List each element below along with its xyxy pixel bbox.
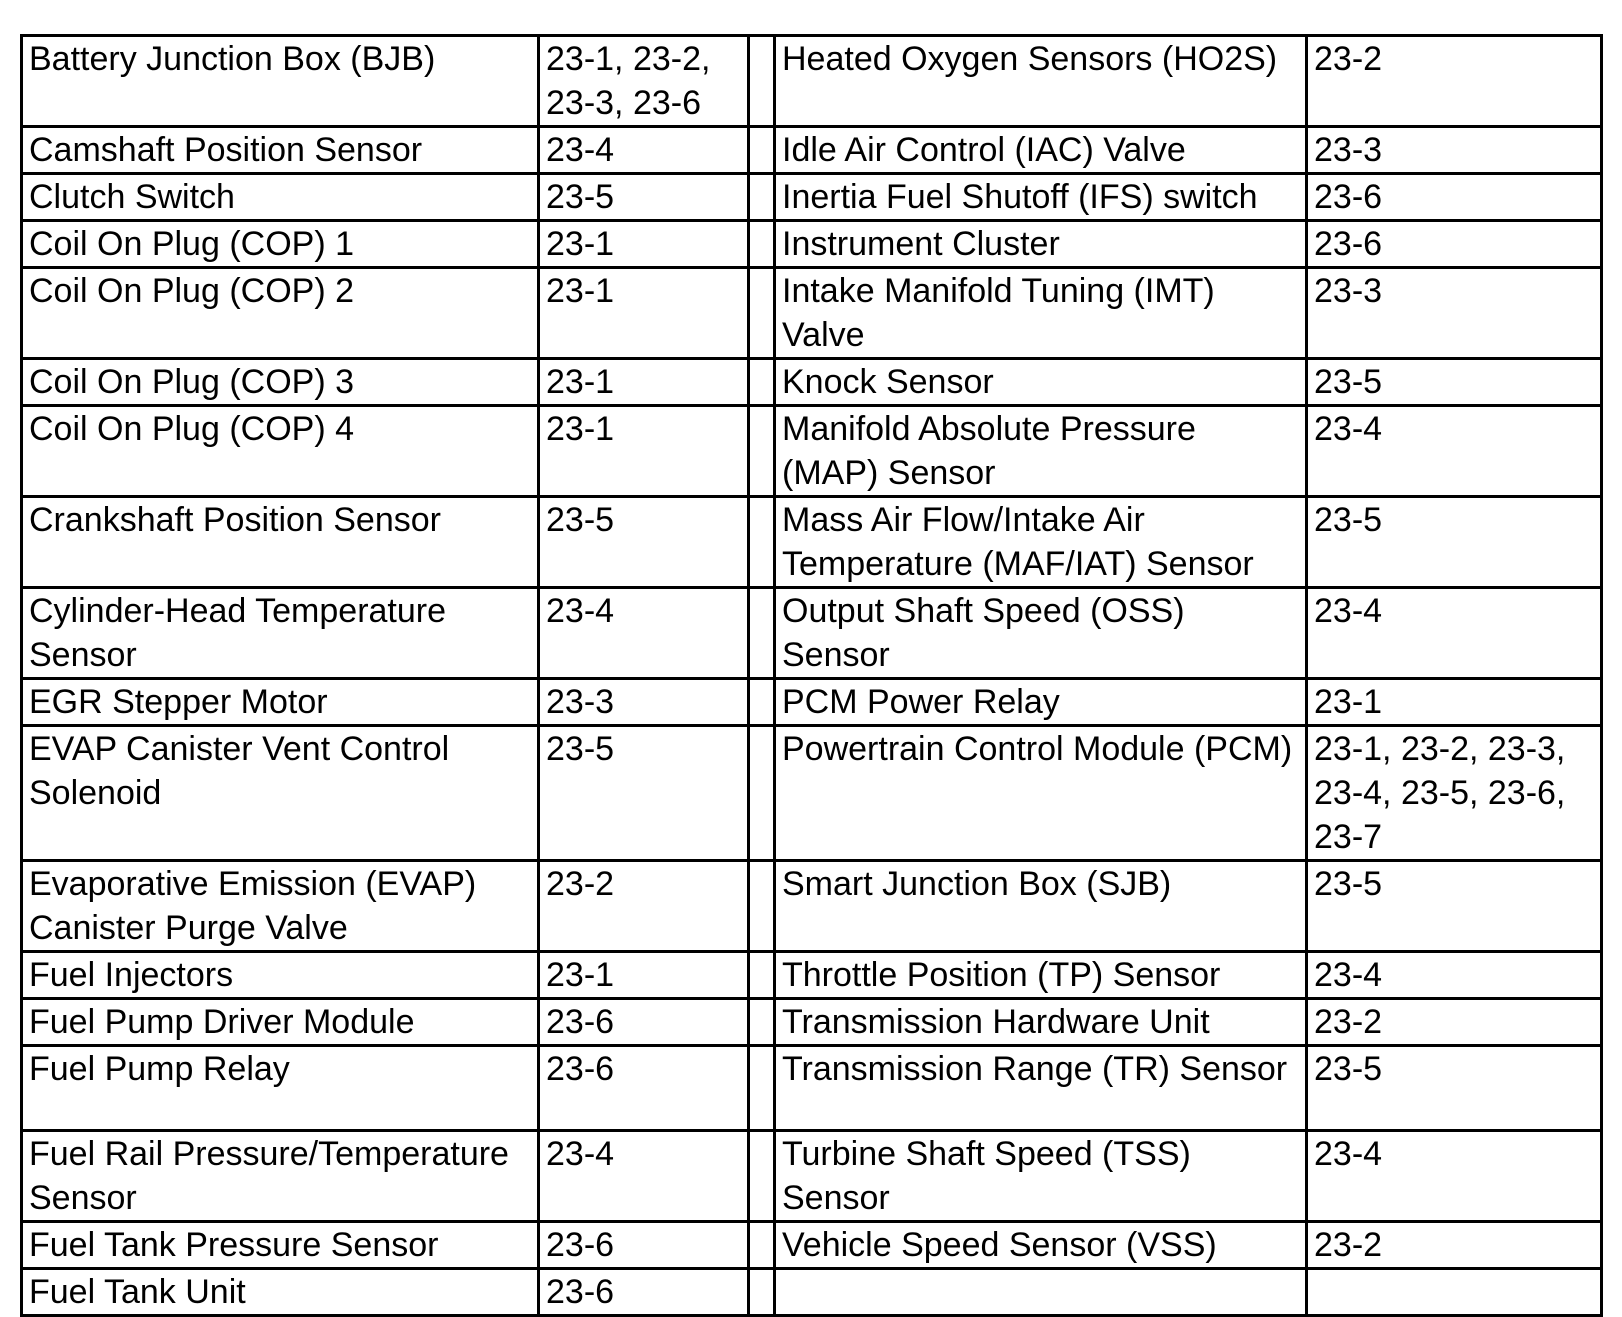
table-row bbox=[22, 36, 1602, 127]
left-figure-cell: 23-1 bbox=[539, 952, 749, 999]
column-gap-cell bbox=[749, 679, 775, 726]
left-figure-cell: 23-5 bbox=[539, 726, 749, 861]
right-component-cell: Knock Sensor bbox=[775, 359, 1307, 406]
table-row bbox=[22, 726, 1602, 861]
left-component-cell: EVAP Canister Vent Control Solenoid bbox=[22, 726, 539, 861]
table-row bbox=[22, 588, 1602, 679]
right-component-cell: Instrument Cluster bbox=[775, 221, 1307, 268]
right-component-cell: Smart Junction Box (SJB) bbox=[775, 861, 1307, 952]
right-component-cell: Output Shaft Speed (OSS) Sensor bbox=[775, 588, 1307, 679]
left-component-cell: Cylinder-Head Temperature Sensor bbox=[22, 588, 539, 679]
left-figure-cell: 23-3 bbox=[539, 679, 749, 726]
column-gap-cell bbox=[749, 36, 775, 127]
left-figure-cell: 23-5 bbox=[539, 174, 749, 221]
table-row bbox=[22, 999, 1602, 1046]
table-row bbox=[22, 679, 1602, 726]
right-component-cell: Inertia Fuel Shutoff (IFS) switch bbox=[775, 174, 1307, 221]
left-figure-cell: 23-4 bbox=[539, 127, 749, 174]
right-component-cell: PCM Power Relay bbox=[775, 679, 1307, 726]
right-figure-cell: 23-6 bbox=[1307, 221, 1602, 268]
right-figure-cell: 23-3 bbox=[1307, 268, 1602, 359]
table-row bbox=[22, 1046, 1602, 1131]
left-figure-cell: 23-1 bbox=[539, 221, 749, 268]
column-gap-cell bbox=[749, 1269, 775, 1316]
right-figure-cell: 23-5 bbox=[1307, 497, 1602, 588]
left-figure-cell: 23-1 bbox=[539, 406, 749, 497]
right-figure-cell: 23-5 bbox=[1307, 1046, 1602, 1131]
right-component-cell: Idle Air Control (IAC) Valve bbox=[775, 127, 1307, 174]
left-figure-cell: 23-5 bbox=[539, 497, 749, 588]
left-figure-cell: 23-4 bbox=[539, 1131, 749, 1222]
right-figure-cell: 23-2 bbox=[1307, 1222, 1602, 1269]
column-gap-cell bbox=[749, 268, 775, 359]
table-row bbox=[22, 497, 1602, 588]
right-figure-cell: 23-2 bbox=[1307, 999, 1602, 1046]
right-figure-cell: 23-5 bbox=[1307, 359, 1602, 406]
right-figure-cell: 23-2 bbox=[1307, 36, 1602, 127]
left-component-cell: Fuel Tank Pressure Sensor bbox=[22, 1222, 539, 1269]
right-figure-cell: 23-4 bbox=[1307, 952, 1602, 999]
column-gap-cell bbox=[749, 726, 775, 861]
left-component-cell: Fuel Rail Pressure/Temperature Sensor bbox=[22, 1131, 539, 1222]
column-gap-cell bbox=[749, 999, 775, 1046]
left-component-cell: Fuel Pump Relay bbox=[22, 1046, 539, 1131]
right-component-cell: Turbine Shaft Speed (TSS) Sensor bbox=[775, 1131, 1307, 1222]
left-figure-cell: 23-6 bbox=[539, 1046, 749, 1131]
right-component-cell: Transmission Hardware Unit bbox=[775, 999, 1307, 1046]
left-figure-cell: 23-1 bbox=[539, 359, 749, 406]
right-figure-cell: 23-3 bbox=[1307, 127, 1602, 174]
left-component-cell: Crankshaft Position Sensor bbox=[22, 497, 539, 588]
table-row bbox=[22, 359, 1602, 406]
left-component-cell: Fuel Injectors bbox=[22, 952, 539, 999]
column-gap-cell bbox=[749, 952, 775, 999]
column-gap-cell bbox=[749, 127, 775, 174]
right-component-cell: Transmission Range (TR) Sensor bbox=[775, 1046, 1307, 1131]
right-component-cell bbox=[775, 1269, 1307, 1316]
table-body bbox=[22, 36, 1602, 1316]
right-figure-cell: 23-1 bbox=[1307, 679, 1602, 726]
right-figure-cell: 23-6 bbox=[1307, 174, 1602, 221]
right-figure-cell: 23-4 bbox=[1307, 588, 1602, 679]
left-component-cell: Fuel Tank Unit bbox=[22, 1269, 539, 1316]
component-location-index-table bbox=[20, 34, 1603, 1317]
left-component-cell: Clutch Switch bbox=[22, 174, 539, 221]
column-gap-cell bbox=[749, 1222, 775, 1269]
left-component-cell: Coil On Plug (COP) 4 bbox=[22, 406, 539, 497]
column-gap-cell bbox=[749, 1131, 775, 1222]
right-figure-cell: 23-4 bbox=[1307, 406, 1602, 497]
left-component-cell: Coil On Plug (COP) 3 bbox=[22, 359, 539, 406]
right-figure-cell: 23-1, 23-2, 23-3, 23-4, 23-5, 23-6, 23-7 bbox=[1307, 726, 1602, 861]
table-row bbox=[22, 1222, 1602, 1269]
table-row bbox=[22, 268, 1602, 359]
right-component-cell: Vehicle Speed Sensor (VSS) bbox=[775, 1222, 1307, 1269]
right-figure-cell bbox=[1307, 1269, 1602, 1316]
left-figure-cell: 23-6 bbox=[539, 1222, 749, 1269]
column-gap-cell bbox=[749, 221, 775, 268]
column-gap-cell bbox=[749, 861, 775, 952]
column-gap-cell bbox=[749, 1046, 775, 1131]
table-row bbox=[22, 1131, 1602, 1222]
column-gap-cell bbox=[749, 588, 775, 679]
right-figure-cell: 23-5 bbox=[1307, 861, 1602, 952]
column-gap-cell bbox=[749, 406, 775, 497]
table-row bbox=[22, 952, 1602, 999]
table-row bbox=[22, 406, 1602, 497]
column-gap-cell bbox=[749, 359, 775, 406]
right-component-cell: Throttle Position (TP) Sensor bbox=[775, 952, 1307, 999]
right-component-cell: Mass Air Flow/Intake Air Temperature (MAF/IAT) Sensor bbox=[775, 497, 1307, 588]
left-component-cell: Battery Junction Box (BJB) bbox=[22, 36, 539, 127]
left-component-cell: Coil On Plug (COP) 2 bbox=[22, 268, 539, 359]
column-gap-cell bbox=[749, 174, 775, 221]
column-gap-cell bbox=[749, 497, 775, 588]
left-component-cell: EGR Stepper Motor bbox=[22, 679, 539, 726]
left-component-cell: Camshaft Position Sensor bbox=[22, 127, 539, 174]
left-component-cell: Fuel Pump Driver Module bbox=[22, 999, 539, 1046]
left-figure-cell: 23-6 bbox=[539, 1269, 749, 1316]
right-component-cell: Manifold Absolute Pressure (MAP) Sensor bbox=[775, 406, 1307, 497]
right-component-cell: Intake Manifold Tuning (IMT) Valve bbox=[775, 268, 1307, 359]
right-component-cell: Powertrain Control Module (PCM) bbox=[775, 726, 1307, 861]
left-figure-cell: 23-6 bbox=[539, 999, 749, 1046]
table-row bbox=[22, 127, 1602, 174]
left-figure-cell: 23-1, 23-2, 23-3, 23-6 bbox=[539, 36, 749, 127]
table-row bbox=[22, 174, 1602, 221]
left-figure-cell: 23-4 bbox=[539, 588, 749, 679]
right-figure-cell: 23-4 bbox=[1307, 1131, 1602, 1222]
left-figure-cell: 23-2 bbox=[539, 861, 749, 952]
left-figure-cell: 23-1 bbox=[539, 268, 749, 359]
table-row bbox=[22, 1269, 1602, 1316]
table-row bbox=[22, 221, 1602, 268]
table-row bbox=[22, 861, 1602, 952]
left-component-cell: Coil On Plug (COP) 1 bbox=[22, 221, 539, 268]
right-component-cell: Heated Oxygen Sensors (HO2S) bbox=[775, 36, 1307, 127]
left-component-cell: Evaporative Emission (EVAP) Canister Purge Valve bbox=[22, 861, 539, 952]
